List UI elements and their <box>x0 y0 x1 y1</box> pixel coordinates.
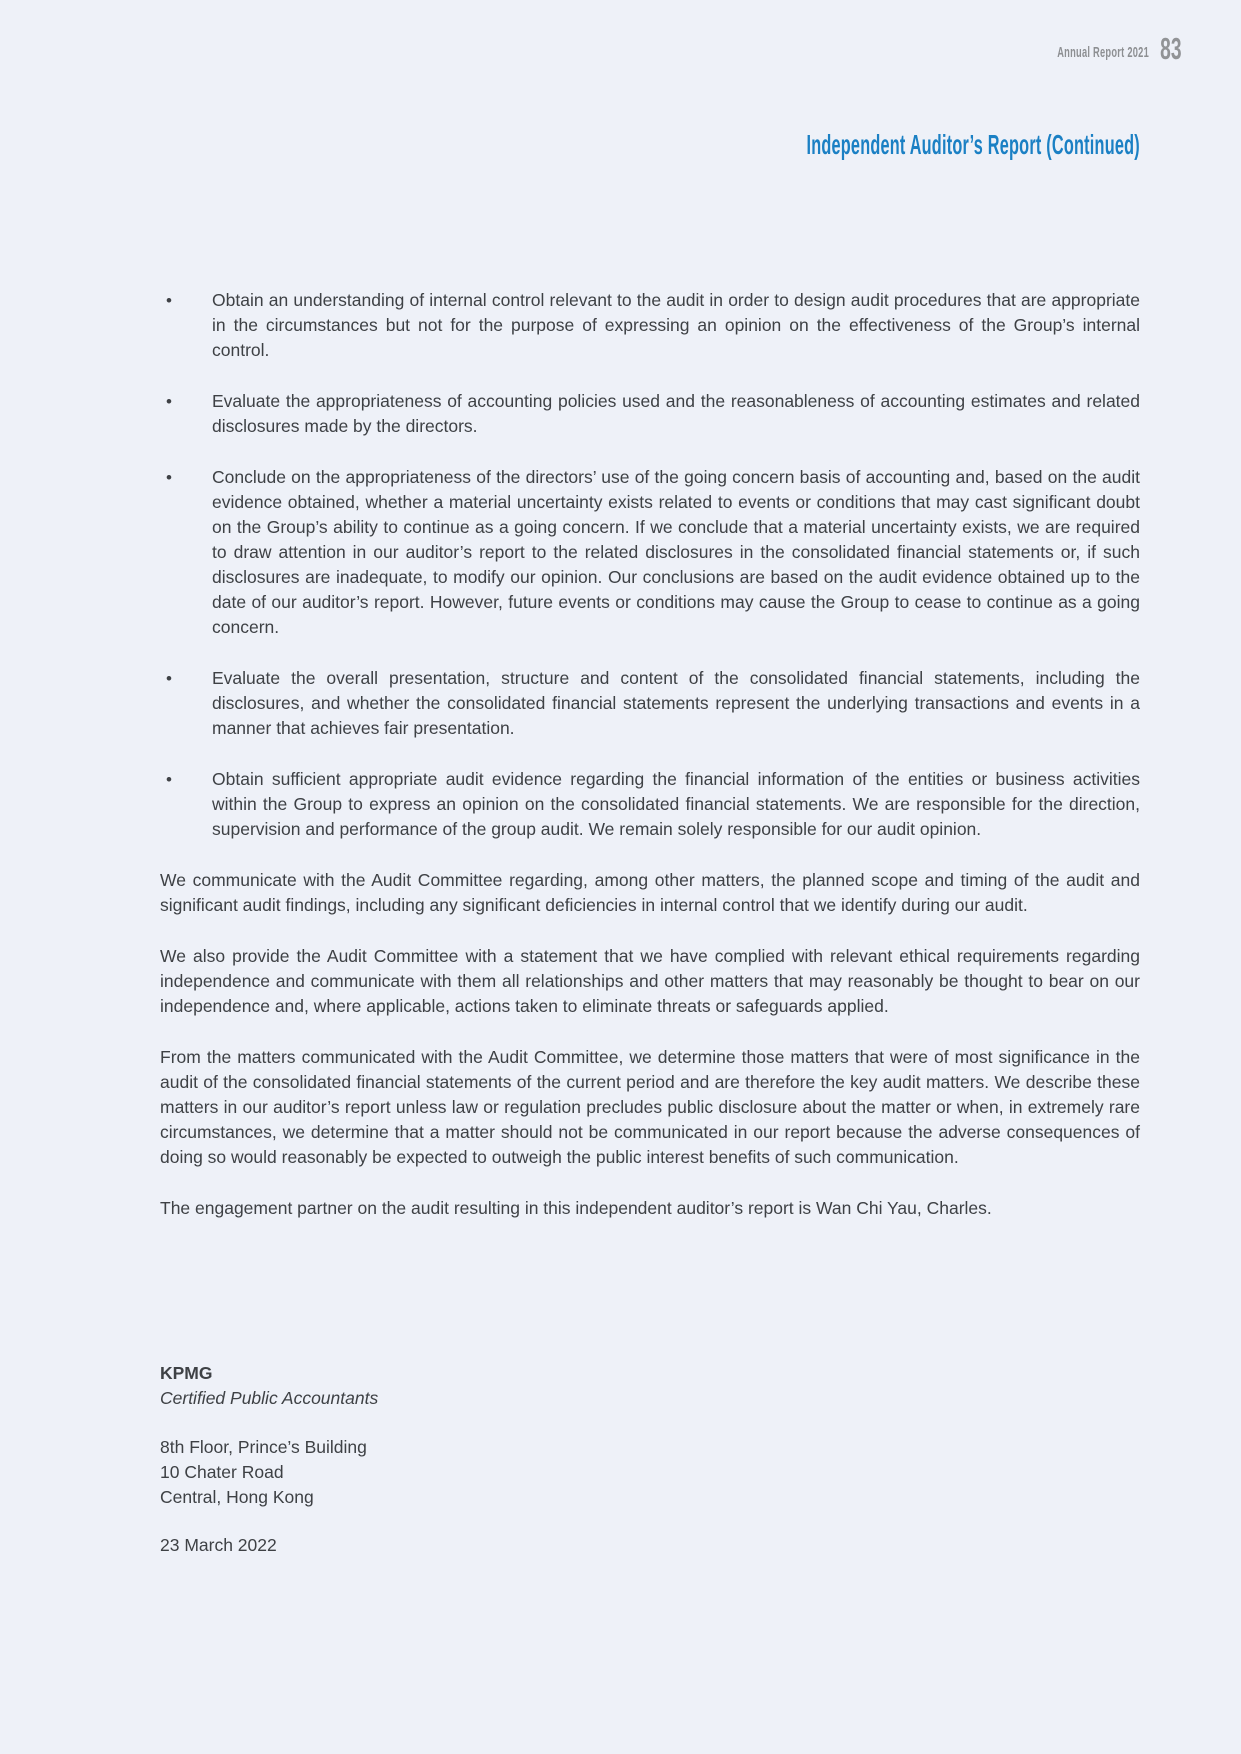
bullet-item <box>160 767 1140 842</box>
bullet-list <box>160 288 1140 842</box>
firm-subtitle: Certified Public Accountants <box>160 1388 379 1408</box>
bullet-text: Conclude on the appropriateness of the directors’ use of the going concern basis of accounting and, based on the audit evidence obtained, whether a material uncertainty exists related to events or conditions that may cast significant doubt on the Group’s ability to continue as a going concern. If we conclude that a material uncertainty exists, we are required to draw attention in our auditor’s report to the related disclosures in the consolidated financial statements or, if such disclosures are inadequate, to modify our opinion. Our conclusions are based on the audit evidence obtained up to the date of our auditor’s report. However, future events or conditions may cause the Group to cease to continue as a going concern. <box>212 467 1140 637</box>
running-header <box>1058 33 1182 64</box>
firm-name: KPMG <box>160 1363 213 1383</box>
page-number: 83 <box>1160 31 1182 66</box>
report-title-label: Annual Report 2021 <box>1057 44 1150 61</box>
bullet-text: Evaluate the overall presentation, structure and content of the consolidated financial statements, including the disclosures, and whether the consolidated financial statements represent the underlying transactions and events in a manner that achieves fair presentation. <box>212 668 1140 738</box>
bullet-item <box>160 666 1140 741</box>
bullet-item <box>160 288 1140 363</box>
address-line: 10 Chater Road <box>160 1462 284 1482</box>
report-date: 23 March 2022 <box>160 1535 277 1555</box>
bullet-item <box>160 465 1140 640</box>
address-line: 8th Floor, Prince’s Building <box>160 1437 367 1457</box>
report-body <box>160 288 1140 1558</box>
bullet-icon: • <box>166 669 172 688</box>
firm-address <box>160 1435 1140 1510</box>
paragraph: The engagement partner on the audit resulting in this independent auditor’s report is Wan Chi Yau, Charles. <box>160 1198 992 1218</box>
signature-block <box>160 1361 1140 1558</box>
bullet-text: Evaluate the appropriateness of accounting policies used and the reasonableness of accounting estimates and related disclosures made by the directors. <box>212 391 1140 436</box>
bullet-text: Obtain sufficient appropriate audit evidence regarding the financial information of the entities or business activities within the Group to express an opinion on the consolidated financial statements. We are responsible for the direction, supervision and performance of the group audit. We remain solely responsible for our audit opinion. <box>212 769 1140 839</box>
paragraph: We communicate with the Audit Committee regarding, among other matters, the planned scope and timing of the audit and significant audit findings, including any significant deficiencies in internal control that we identify during our audit. <box>160 870 1140 915</box>
paragraph: From the matters communicated with the Audit Committee, we determine those matters that were of most significance in the audit of the consolidated financial statements of the current period and are therefore the key audit matters. We describe these matters in our auditor’s report unless law or regulation precludes public disclosure about the matter or when, in extremely rare circumstances, we determine that a matter should not be communicated in our report because the adverse consequences of doing so would reasonably be expected to outweigh the public interest benefits of such communication. <box>160 1047 1140 1167</box>
bullet-icon: • <box>166 291 172 310</box>
paragraph: We also provide the Audit Committee with a statement that we have complied with relevant ethical requirements regarding independence and communicate with them all relationships and other matters that may reasonably be thought to bear on our independence and, where applicable, actions taken to eliminate threats or safeguards applied. <box>160 946 1140 1016</box>
bullet-icon: • <box>166 392 172 411</box>
section-title: Independent Auditor’s Report (Continued) <box>806 128 1140 160</box>
address-line: Central, Hong Kong <box>160 1487 314 1507</box>
bullet-icon: • <box>166 468 172 487</box>
bullet-icon: • <box>166 770 172 789</box>
bullet-item <box>160 389 1140 439</box>
bullet-text: Obtain an understanding of internal control relevant to the audit in order to design audit procedures that are appropriate in the circumstances but not for the purpose of expressing an opinion on the effectiveness of the Group’s internal control. <box>212 290 1140 360</box>
